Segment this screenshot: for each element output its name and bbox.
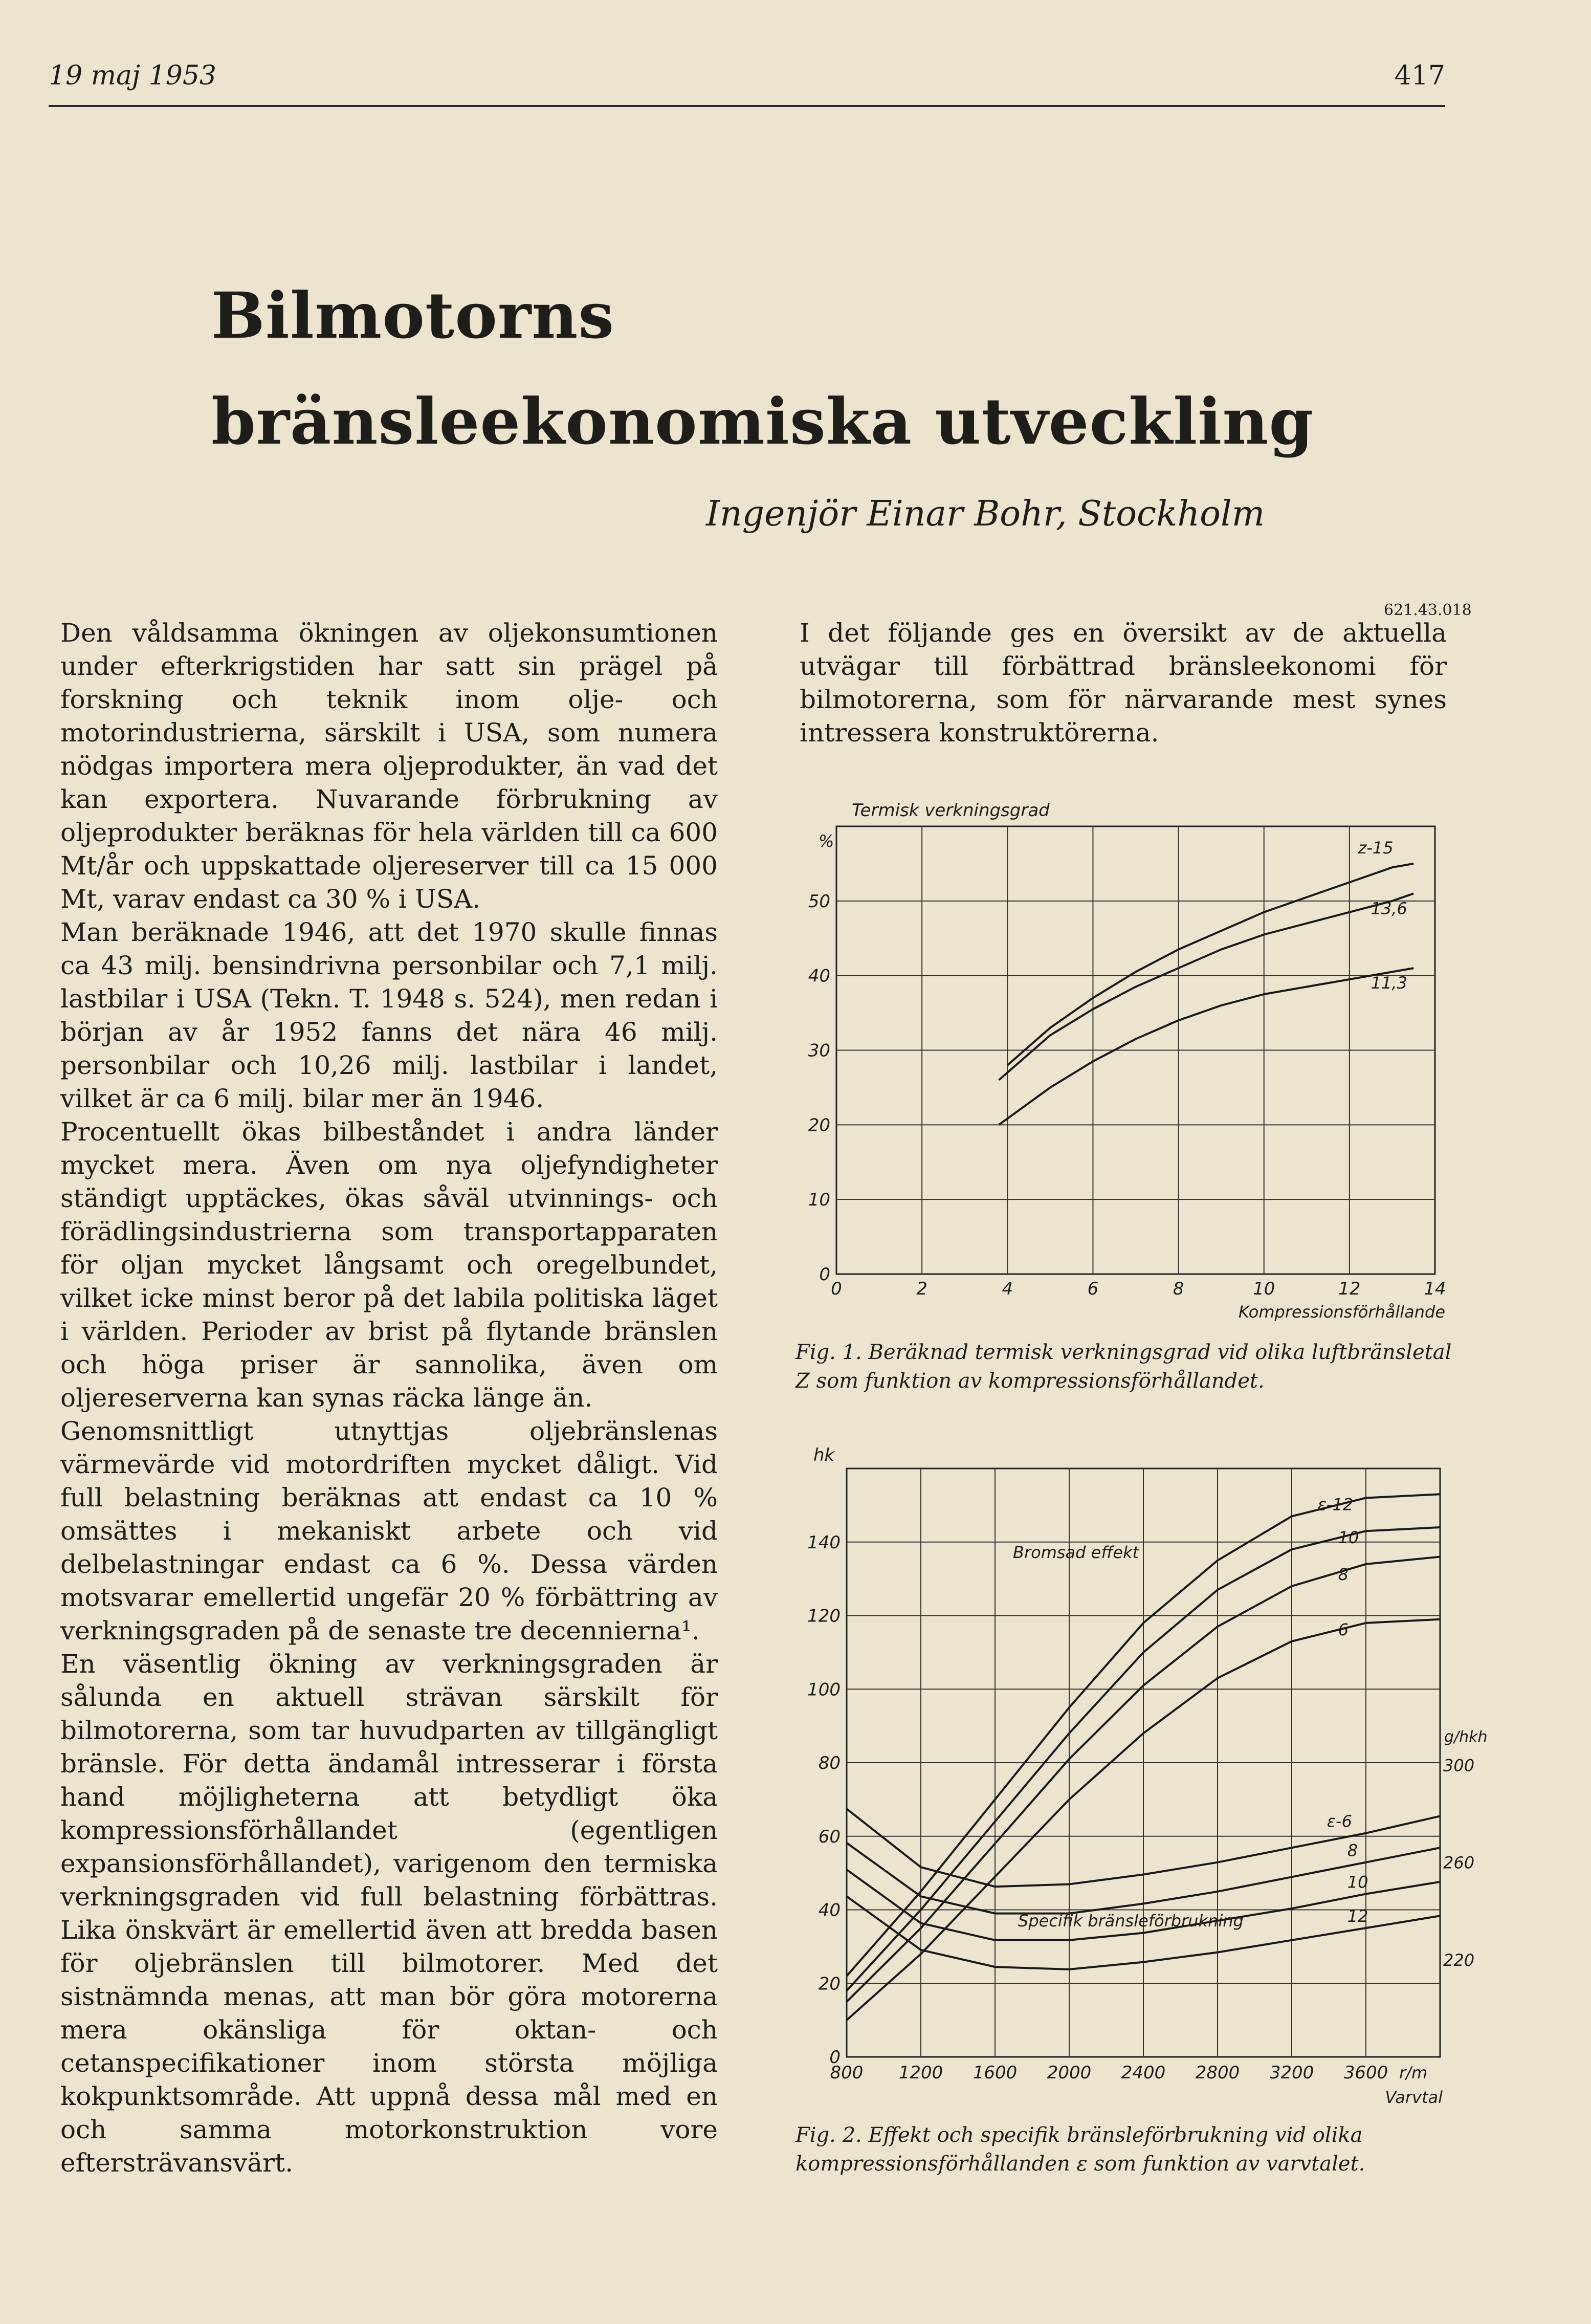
left-column [60, 617, 718, 2180]
x-tick-label: 800 [830, 2063, 864, 2083]
y-tick-label: 100 [807, 1679, 841, 1700]
x-tick-label: 3200 [1269, 2063, 1314, 2083]
right-column-intro [800, 617, 1447, 750]
consumption-series-label: 8 [1347, 1840, 1358, 1860]
consumption-series-label: ε-6 [1327, 1811, 1352, 1831]
x-tick-label: 6 [1087, 1279, 1099, 1299]
y-tick-label: 50 [808, 891, 830, 912]
paragraph: Genomsnittligt utnyttjas oljebränslenas värmevärde vid motordriften mycket dåligt. Vid full belastning beräknas att endast ca 10 % omsättes i mekaniskt arbete och vid delbelastningar endast ca 6 %. Dessa värden motsvarar emellertid ungefär 20 % förbättring av verkningsgraden på de senaste tre decennierna¹. [60, 1416, 718, 1646]
y-tick-label: 20 [808, 1115, 830, 1136]
figure-1-caption: Fig. 1. Beräknad termisk verkningsgrad vid olika luftbränsletal Z som funktion av kompressionsförhållandet. [796, 1341, 1452, 1393]
paragraph: I det följande ges en översikt av de aktuella utvägar till förbättrad bränsleekonomi för bilmotorerna, som för närvarande mest synes intressera konstruktörerna. [800, 618, 1447, 748]
article-title-line2: bränsleekonomiska utveckling [211, 385, 1314, 459]
power-series-label: 6 [1338, 1619, 1349, 1639]
series-line [999, 968, 1414, 1125]
paragraph: En väsentlig ökning av verkningsgraden är sålunda en aktuell strävan särskilt för bilmotorerna, som tar huvudparten av tillgängligt bränsle. För detta ändamål intresserar i första hand möjligheterna att betydligt öka kompressionsförhållandet (egentligen expansionsförhållandet), varigenom den termiska verkningsgraden vid full belastning förbättras. Lika önskvärt är emellertid även att bredda basen för oljebränslen till bilmotorer. Med det sistnämnda menas, att man bör göra motorerna mera okänsliga för oktan- och cetanspecifikationer inom största möjliga kokpunktsområde. Att uppnå dessa mål med en och samma motorkonstruktion vore eftersträvansvärt. [60, 1649, 718, 2178]
y2-tick-label: 260 [1443, 1853, 1475, 1873]
x-tick-label: 0 [831, 1279, 842, 1299]
y-tick-label: 0 [829, 2047, 841, 2068]
figure-1-chart [798, 788, 1463, 1330]
y-tick-label: 30 [808, 1040, 830, 1061]
y2-tick-label: 300 [1443, 1756, 1475, 1775]
paragraph: Den våldsamma ökningen av oljekonsumtionen under efterkrigstiden har satt sin prägel på forskning och teknik inom olje- och motorindustrierna, särskilt i USA, som numera nödgas importera mera oljeprodukter, än vad det kan exportera. Nuvarande förbrukning av oljeprodukter beräknas för hela världen till ca 600 Mt/år och uppskattade oljereserver till ca 15 000 Mt, varav endast ca 30 % i USA. [60, 618, 718, 914]
paragraph: Procentuellt ökas bilbeståndet i andra länder mycket mera. Även om nya oljefyndigheter ständigt upptäckes, ökas såväl utvinnings- och förädlingsindustrierna som transportapparaten för oljan mycket långsamt och oregelbundet, vilket icke minst beror på det labila politiska läget i världen. Perioder av brist på flytande bränslen och höga priser är sannolika, även om oljereserverna kan synas räcka länge än. [60, 1117, 718, 1413]
y-axis-label: hk [813, 1445, 835, 1465]
udc-code: 621.43.018 [1384, 601, 1472, 619]
paragraph: Man beräknade 1946, att det 1970 skulle finnas ca 43 milj. bensindrivna personbilar och 7,1 milj. lastbilar i USA (Tekn. T. 1948 s. 524), men redan i början av år 1952 fanns det nära 46 milj. personbilar och 10,26 milj. lastbilar i landet, vilket är ca 6 milj. bilar mer än 1946. [60, 917, 718, 1113]
y2-tick-label: 220 [1443, 1950, 1475, 1970]
power-annotation: Bromsad effekt [1013, 1543, 1139, 1562]
y-axis-unit: % [819, 831, 834, 851]
header-rule [49, 105, 1445, 107]
consumption-series-label: 12 [1347, 1906, 1368, 1926]
x-tick-label: 2800 [1195, 2063, 1240, 2083]
series-line [1007, 864, 1413, 1065]
y-tick-label: 80 [818, 1753, 841, 1773]
article-byline: Ingenjör Einar Bohr, Stockholm [706, 494, 1265, 534]
y-tick-label: 20 [818, 1974, 841, 1994]
series-label: 11,3 [1371, 973, 1407, 993]
x-tick-label: 12 [1338, 1279, 1361, 1299]
x-tick-label: 2400 [1121, 2063, 1166, 2083]
consumption-series-label: 10 [1347, 1872, 1368, 1892]
series-label: 13,6 [1371, 898, 1407, 918]
power-series-label: ε-12 [1317, 1495, 1354, 1515]
x-axis-label: Varvtal [1385, 2088, 1443, 2107]
x-tick-label: 10 [1253, 1279, 1275, 1299]
power-series-label: 8 [1338, 1565, 1349, 1584]
y-tick-label: 10 [808, 1190, 830, 1211]
power-series-label: 10 [1338, 1528, 1359, 1548]
figure-2-caption: Fig. 2. Effekt och specifik bränsleförbrukning vid olika kompressionsförhållanden ε som funktion av varvtalet. [796, 2123, 1365, 2176]
figure-2-chart [798, 1443, 1488, 2108]
header-date: 19 maj 1953 [49, 60, 216, 91]
x-tick-label: 8 [1173, 1279, 1184, 1299]
y-tick-label: 120 [807, 1606, 841, 1627]
article-title-line1: Bilmotorns [211, 279, 615, 353]
y-tick-label: 0 [819, 1264, 830, 1285]
consumption-annotation: Specifik bränsleförbrukning [1018, 1911, 1244, 1931]
y-tick-label: 40 [818, 1900, 841, 1921]
y-tick-label: 60 [818, 1826, 841, 1847]
x-tick-label: 1200 [898, 2063, 943, 2083]
series-line [999, 893, 1414, 1080]
x-axis-unit: r/m [1399, 2063, 1428, 2082]
x-axis-label: Kompressionsförhållande [1238, 1302, 1445, 1322]
series-label: z-15 [1358, 838, 1394, 858]
y-tick-label: 140 [807, 1532, 841, 1553]
x-tick-label: 2000 [1047, 2063, 1092, 2083]
chart-title: Termisk verkningsgrad [852, 800, 1050, 821]
y-tick-label: 40 [808, 966, 830, 986]
y2-axis-label: g/hkh [1444, 1728, 1488, 1746]
x-tick-label: 2 [916, 1279, 927, 1299]
x-tick-label: 14 [1424, 1279, 1446, 1299]
x-tick-label: 3600 [1343, 2063, 1388, 2083]
x-tick-label: 1600 [973, 2063, 1018, 2083]
page-number: 417 [1394, 60, 1445, 91]
x-tick-label: 4 [1002, 1279, 1013, 1299]
